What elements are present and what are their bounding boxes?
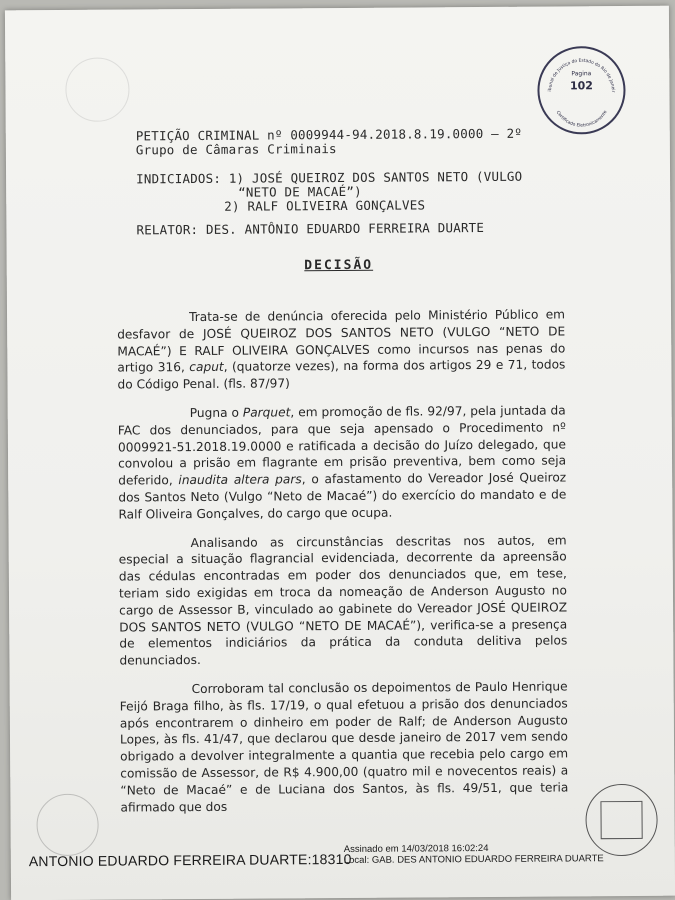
court-seal-emblem <box>600 801 642 839</box>
paragraph-2-text-c: , o afastamento do Vereador José Queiroz dos Santos Neto (Vulgo “Neto de Macaé”) do exercício do mandato e de Ralf Oliveira Gonçalves, do cargo que ocupa. <box>118 470 567 522</box>
document-page <box>5 6 675 900</box>
case-header <box>136 126 576 157</box>
signature-location: Local: GAB. DES ANTONIO EDUARDO FERREIRA DUARTE <box>343 853 604 866</box>
paragraph-2-text-b: , em promoção de fls. 92/97, pela juntada da FAC dos denunciados, para que seja apensado o Procedimento nº 0009921-51.2018.19.0000 e ratificada a decisão do Juízo delegado, que convolou a prisão em flagrante em prisão preventiva, bem como seja deferido, <box>117 403 567 488</box>
indicted-line-1: INDICIADOS: 1) JOSÉ QUEIROZ DOS SANTOS NETO (VULGO <box>136 168 523 187</box>
stamp-ring-top-text: Tribunal de Justiça do Estado do Rio de Janeiro <box>547 58 616 93</box>
signature-date: Assinado em 14/03/2018 16:02:24 <box>343 842 489 855</box>
stamp-page-label: Pagina <box>571 70 592 78</box>
faint-seal-bottom-left <box>36 794 98 856</box>
paragraph-2 <box>118 402 567 523</box>
paragraph-4: Corroboram tal conclusão os depoimentos de Paulo Henrique Feijó Braga filho, às fls. 17/19, o qual efetuou a prisão dos denunciados após encontrarem o dinheiro em poder de Ralf; de Anderson Augusto Lopes, às fls. 41/47, que declarou que desde janeiro de 2017 vem sendo obrigado a devolver integralmente a quantia que recebia pelo cargo em comissão de Assessor, de R$ 4.900,00 (quatro mil e novecentos reais) a “Neto de Macaé” e de Luciana dos Santos, às fls. 49/51, que teria afirmado que dos <box>119 679 569 815</box>
paragraph-1-text-a: Trata-se de denúncia oferecida pelo Ministério Público em desfavor de JOSÉ QUEIROZ DOS SANTOS NETO (VULGO “NETO DE MACAÉ”) E RALF OLIVEIRA GONÇALVES como incursos nas penas do artigo 316, <box>117 307 566 375</box>
stamp-page-number: 102 <box>569 79 593 93</box>
indicted-block <box>136 169 576 214</box>
paragraph-2-inaudita: inaudita altera pars <box>178 472 302 488</box>
faint-seal-stamp <box>65 57 129 121</box>
decision-title-text: DECISÃO <box>304 257 374 274</box>
signer-name: ANTONIO EDUARDO FERREIRA DUARTE:18310 <box>28 850 352 870</box>
decision-title <box>7 256 671 276</box>
paragraph-3: Analisando as circunstâncias descritas nos autos, em especial a situação flagrancial evidenciada, decorrente da apreensão das cédulas encontradas em poder dos denunciados que, em tese, teriam sido exigidas em troca da nomeação de Anderson Augusto no cargo de Assessor B, vinculado ao gabinete do Vereador JOSÉ QUEIROZ DOS SANTOS NETO (VULGO “NETO DE MACAÉ”), verifica-se a presença de elementos indiciários da prática da conduta delitiva pelos denunciados. <box>118 532 568 668</box>
stamp-ring-bottom-text: Certificado Eletronicamente <box>554 109 609 129</box>
case-chamber-line: Grupo de Câmaras Criminais <box>135 141 337 158</box>
indicted-line-3: 2) RALF OLIVEIRA GONÇALVES <box>224 197 426 214</box>
signature-meta <box>344 842 604 866</box>
page-number-stamp <box>537 46 626 135</box>
paragraph-1 <box>117 306 566 393</box>
indicted-line-2: “NETO DE MACAÉ”) <box>238 183 362 200</box>
decision-body <box>117 306 569 815</box>
paragraph-1-caput: caput <box>189 360 224 375</box>
paragraph-1-text-b: , (quatorze vezes), na forma dos artigos 29 e 71, todos do Código Penal. (fls. 87/97) <box>117 357 566 392</box>
paragraph-2-parquet: Parquet <box>242 405 291 420</box>
case-number-line: PETIÇÃO CRIMINAL nº 0009944-94.2018.8.19.0000 – 2º <box>135 125 523 144</box>
paragraph-2-text-a: Pugna o <box>189 405 243 421</box>
rapporteur-line: RELATOR: DES. ANTÔNIO EDUARDO FERREIRA DUARTE <box>136 219 485 238</box>
